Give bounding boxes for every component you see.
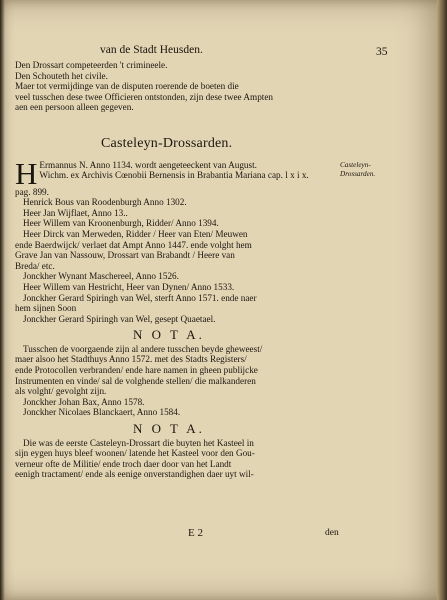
text-line: sijn eygen huys bleef woonen/ latende het Kasteel voor den Gou- xyxy=(15,448,255,459)
text-line: Tusschen de voorgaende zijn al andere tusschen beyde gheweest/ xyxy=(23,343,263,354)
drop-cap: H xyxy=(15,155,38,191)
text-line: Grave Jan van Nassouw, Drossart van Brabandt / Heere van xyxy=(15,250,235,261)
text-line: ende Baerdwijck/ verlaet dat Ampt Anno 1447. ende volght hem xyxy=(15,239,252,250)
text-line: aen een persoon alleen gegeven. xyxy=(15,102,134,113)
section-title: Casteleyn-Drossarden. xyxy=(101,135,233,151)
text-line: Henrick Bous van Roodenburgh Anno 1302. xyxy=(23,197,187,208)
text-line: Instrumenten en vinde/ sal de volghende stellen/ die malkanderen xyxy=(15,375,256,386)
margin-note-line: Casteleyn- xyxy=(340,161,371,169)
text-line: pag. 899. xyxy=(15,186,49,197)
nota-heading: N O T A. xyxy=(133,421,205,437)
text-line: als volght/ gevolght zijn. xyxy=(15,386,107,397)
text-line: Den Schouteth het civile. xyxy=(15,70,108,81)
text-line: Jonckher Gerard Spiringh van Wel, sterft Anno 1571. ende naer xyxy=(23,292,257,303)
text-line: verneur ofte de Militie/ ende troch daer door van het Landt xyxy=(15,458,232,469)
text-line: Jonckher Gerard Spiringh van Wel, gesept Quaetael. xyxy=(23,313,216,324)
text-line: Wichm. ex Archivis Cœnobii Bernensis in Brabantia Mariana cap. l x i x. xyxy=(39,170,309,181)
text-line: Maer tot vermijdinge van de disputen roerende de boeten die xyxy=(15,81,239,92)
casteleyn-list xyxy=(15,155,335,325)
text-line: Jonckher Johan Bax, Anno 1578. xyxy=(23,396,145,407)
text-line: Jonckher Wynant Maschereel, Anno 1526. xyxy=(23,271,179,282)
text-line: Heer Willem van Kroonenburgh, Ridder/ Anno 1394. xyxy=(23,218,219,229)
text-line: Ermannus N. Anno 1134. wordt aengeteeckent van August. xyxy=(39,159,257,170)
text-line: ende Protocollen verbranden/ ende hare namen in gheen publijcke xyxy=(15,365,258,376)
page-gutter-shadow xyxy=(0,0,5,600)
page-number: 35 xyxy=(376,46,388,58)
nota-heading: N O T A. xyxy=(133,327,205,343)
margin-note-line: Drossarden. xyxy=(340,169,376,178)
catchword: den xyxy=(325,528,339,538)
text-line: Heer Willem van Hestricht, Heer van Dynen/ Anno 1533. xyxy=(23,281,235,292)
text-line: Heer Dirck van Merweden, Ridder / Heer van Eten/ Meuwen xyxy=(23,228,248,239)
text-line: Den Drossart competeerden 't crimineele. xyxy=(15,60,168,70)
text-line: Heer Jan Wijflaet, Anno 13.. xyxy=(23,207,128,218)
text-line: Die was de eerste Casteleyn-Drossart die buyten het Kasteel in xyxy=(23,437,254,448)
text-line: veel tusschen dese twee Officieren ontstonden, zijn dese twee Ampten xyxy=(15,91,274,102)
text-line: Jonckher Nicolaes Blanckaert, Anno 1584. xyxy=(23,407,181,418)
signature-mark: E 2 xyxy=(188,527,203,539)
margin-note xyxy=(340,161,400,178)
text-line: maer alsoo het Stadthuys Anno 1572. met des Stadts Registers/ xyxy=(15,354,247,365)
body-text xyxy=(15,44,335,480)
text-line: Breda/ etc. xyxy=(15,260,55,271)
running-title: van de Stadt Heusden. xyxy=(100,44,203,56)
text-line: hem sijnen Soon xyxy=(15,303,77,314)
text-line: eenigh tractament/ ende als eenige onverstandighen daer uyt wil- xyxy=(15,469,254,480)
page-edge xyxy=(437,0,447,600)
